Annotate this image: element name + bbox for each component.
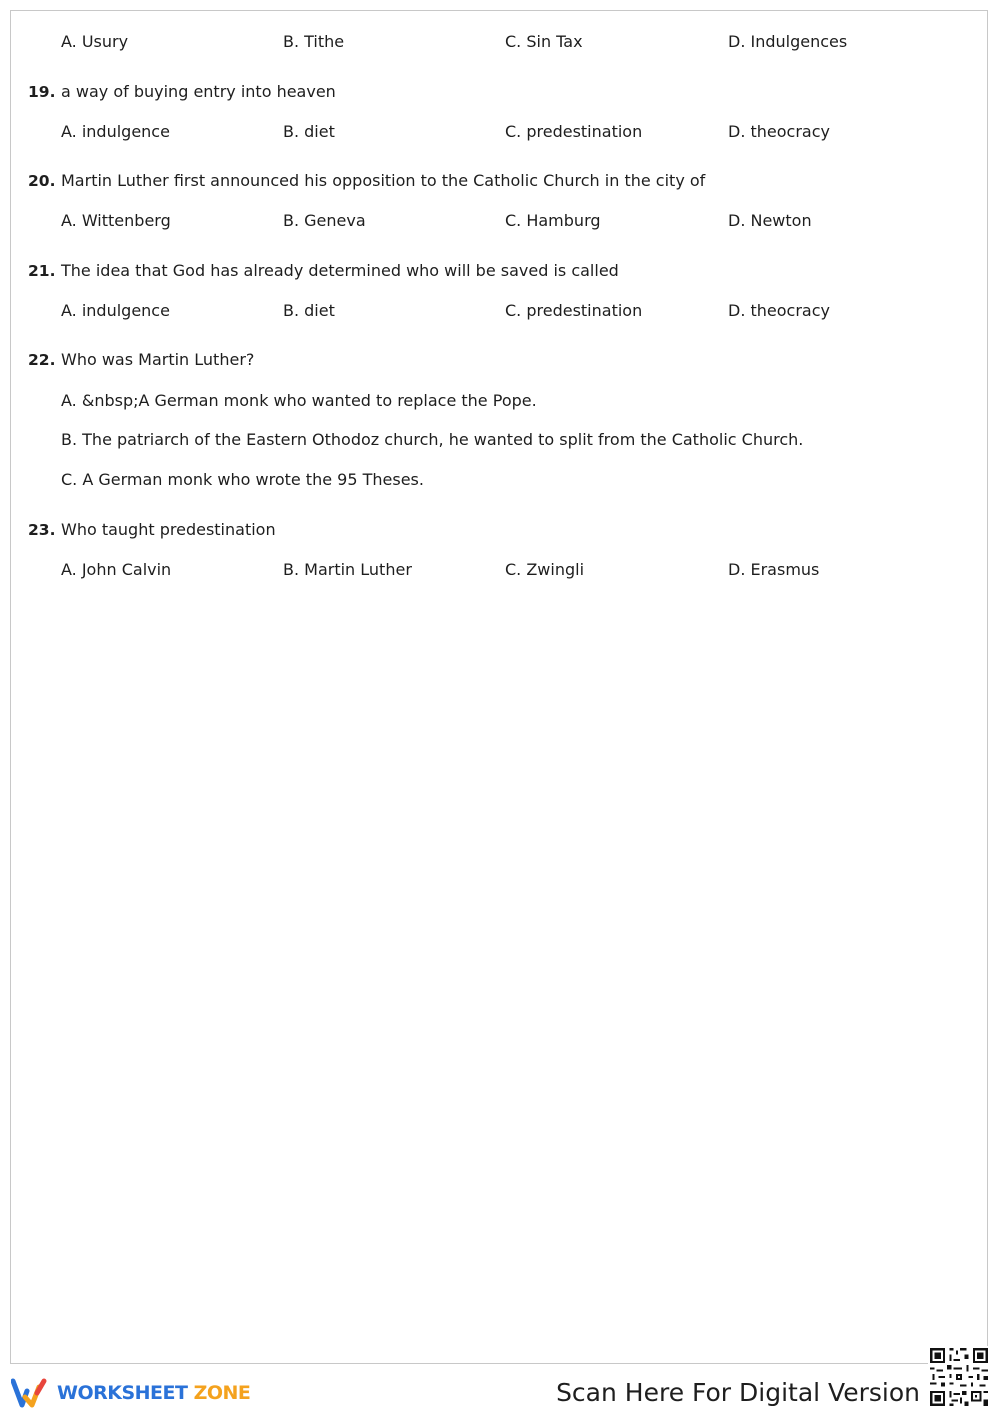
option-a: A. indulgence [61, 301, 170, 320]
option-a: A. Usury [61, 32, 129, 51]
option-b: B. diet [283, 122, 335, 141]
option-b: B. The patriarch of the Eastern Othodoz church, he wanted to split from the Catholic Church. [61, 430, 804, 449]
option-b: B. diet [283, 301, 335, 320]
question-text: The idea that God has already determined who will be saved is called [61, 261, 619, 280]
question-text: a way of buying entry into heaven [61, 82, 336, 101]
question-text: Who taught predestination [61, 520, 276, 539]
option-b: B. Tithe [283, 32, 345, 51]
option-a: A. &nbsp;A German monk who wanted to replace the Pope. [61, 391, 537, 410]
option-b: B. Martin Luther [283, 560, 412, 579]
option-c: C. predestination [505, 301, 643, 320]
brand-part-2: ZONE [193, 1382, 251, 1404]
option-d: D. Newton [728, 211, 812, 230]
question-text: Martin Luther first announced his opposition to the Catholic Church in the city of [61, 171, 706, 190]
option-c: C. Sin Tax [505, 32, 583, 51]
option-d: D. theocracy [728, 122, 830, 141]
question-number: 22. [28, 351, 56, 369]
option-c: C. A German monk who wrote the 95 Theses. [61, 470, 424, 489]
option-d: D. theocracy [728, 301, 830, 320]
question-number: 23. [28, 521, 56, 539]
question-text: Who was Martin Luther? [61, 350, 255, 369]
brand-part-1: WORKSHEET [57, 1382, 188, 1404]
qr-code-icon[interactable] [928, 1346, 990, 1408]
option-a: A. indulgence [61, 122, 170, 141]
option-c: C. Hamburg [505, 211, 601, 230]
question-number: 21. [28, 262, 56, 280]
logo-w-icon [11, 1377, 51, 1409]
option-c: C. predestination [505, 122, 643, 141]
option-d: D. Indulgences [728, 32, 848, 51]
option-a: A. Wittenberg [61, 211, 171, 230]
brand-name [57, 1382, 250, 1404]
scan-instruction: Scan Here For Digital Version [556, 1378, 920, 1407]
question-number: 19. [28, 83, 56, 101]
worksheet-zone-logo [11, 1376, 250, 1410]
option-d: D. Erasmus [728, 560, 820, 579]
option-c: C. Zwingli [505, 560, 585, 579]
option-a: A. John Calvin [61, 560, 172, 579]
question-number: 20. [28, 172, 56, 190]
option-b: B. Geneva [283, 211, 366, 230]
